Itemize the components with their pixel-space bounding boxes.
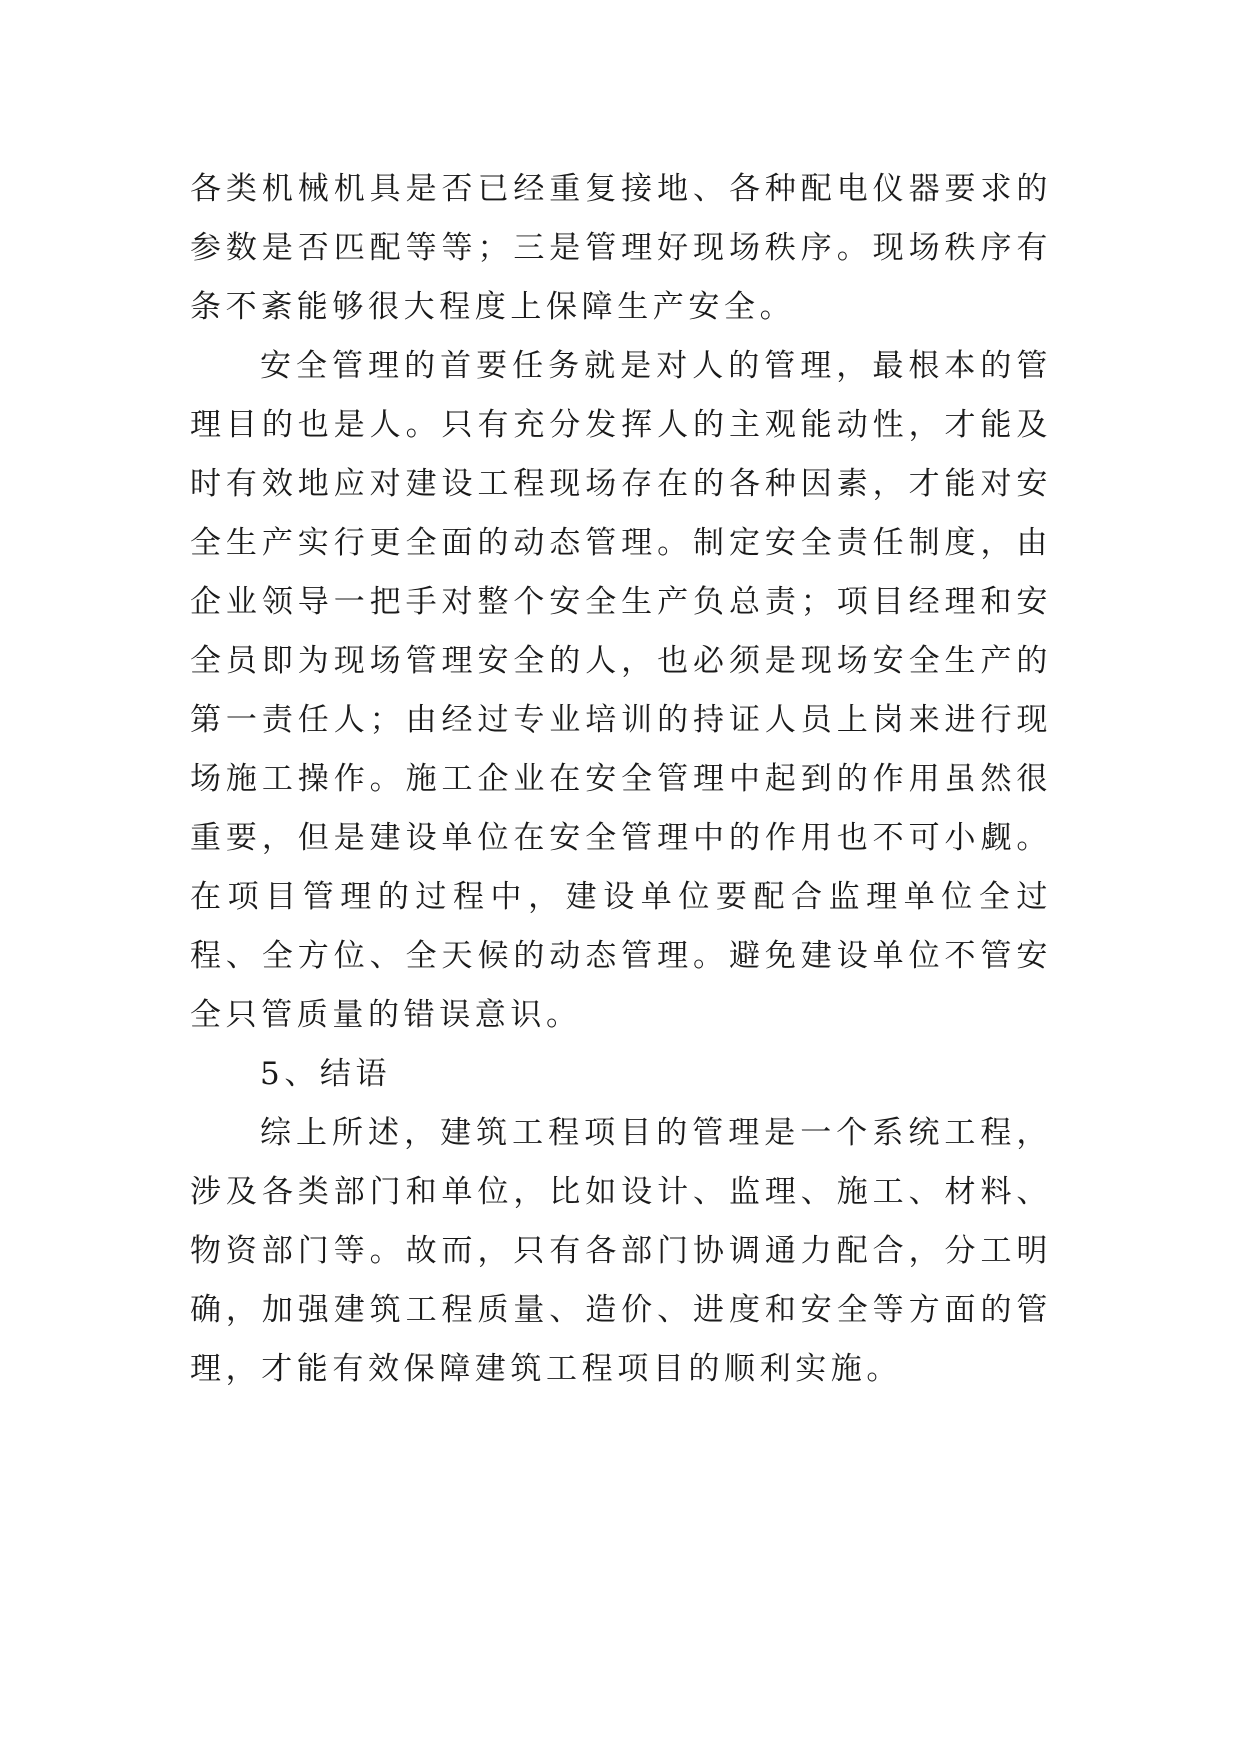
paragraph-continuation: 各类机械机具是否已经重复接地、各种配电仪器要求的参数是否匹配等等；三是管理好现场秩序。现场秩序有条不紊能够很大程度上保障生产安全。 — [190, 171, 1052, 325]
paragraph-safety-management: 安全管理的首要任务就是对人的管理，最根本的管理目的也是人。只有充分发挥人的主观能动性，才能及时有效地应对建设工程现场存在的各种因素，才能对安全生产实行更全面的动态管理。制定安全责任制度，由企业领导一把手对整个安全生产负总责；项目经理和安全员即为现场管理安全的人，也必须是现场安全生产的第一责任人；由经过专业培训的持证人员上岗来进行现场施工操作。施工企业在安全管理中起到的作用虽然很重要，但是建设单位在安全管理中的作用也不可小觑。在项目管理的过程中，建设单位要配合监理单位全过程、全方位、全天候的动态管理。避免建设单位不管安全只管质量的错误意识。 — [190, 348, 1052, 1033]
body-text — [190, 160, 1052, 1399]
section-heading-conclusion: 5、结语 — [260, 1056, 392, 1092]
paragraph-conclusion: 综上所述，建筑工程项目的管理是一个系统工程，涉及各类部门和单位，比如设计、监理、施工、材料、物资部门等。故而，只有各部门协调通力配合，分工明确，加强建筑工程质量、造价、进度和安全等方面的管理，才能有效保障建筑工程项目的顺利实施。 — [190, 1115, 1052, 1387]
